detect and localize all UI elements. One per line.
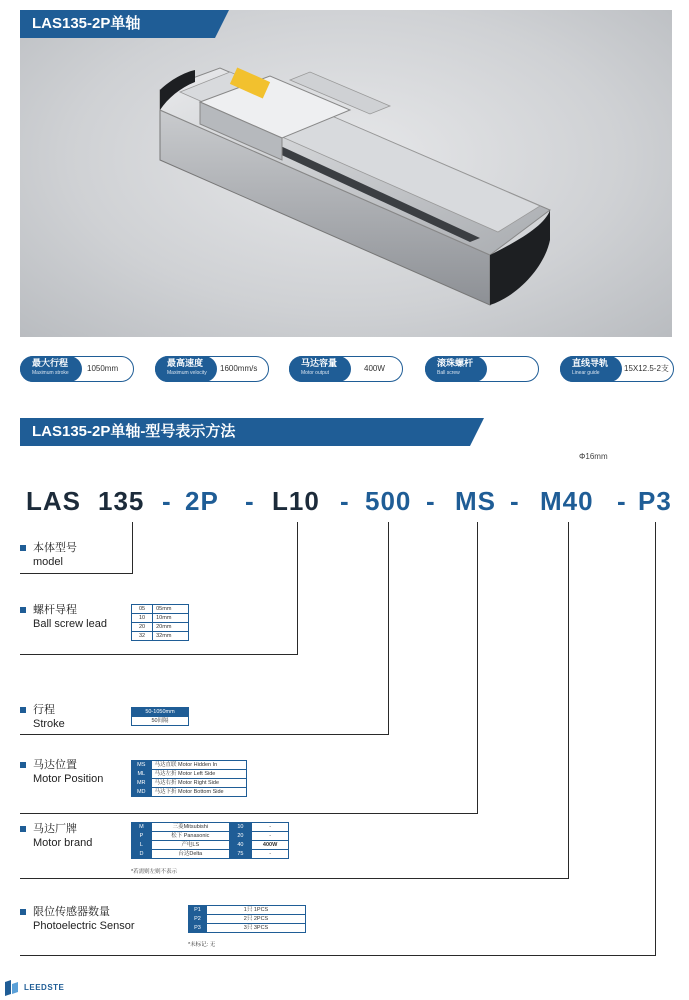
- motor-brand-note: *若需则左则不表示: [131, 869, 178, 875]
- spec-value: 15X12.5-2支: [624, 364, 669, 373]
- connector-line: [20, 573, 133, 574]
- spec-label-en: Motor output: [301, 370, 330, 376]
- table-row: ML 马达左折 Motor Left Side: [132, 770, 247, 779]
- stroke-table: [131, 707, 189, 726]
- footer: [0, 976, 689, 1000]
- lead-table: [131, 604, 189, 641]
- spec-value: 400W: [364, 364, 385, 373]
- table-row: MR 马达右折 Motor Right Side: [132, 779, 247, 788]
- brand-logo-text: LEEDSTE: [24, 983, 65, 992]
- table-row: 32 32mm: [132, 632, 189, 641]
- spec-label-en: Maximum velocity: [167, 370, 207, 376]
- section-label-en: model: [33, 556, 63, 568]
- spec-label-en: Maximum stroke: [32, 370, 69, 376]
- code-lead: L10: [272, 486, 320, 516]
- sensor-note: *未标记: 无: [188, 942, 216, 948]
- section-label-en: Photoelectric Sensor: [33, 920, 135, 932]
- table-row: M 三菱Mitsubishi 10 -: [132, 823, 289, 832]
- connector-line: [568, 522, 569, 879]
- table-row: P1 1只 1PCS: [189, 906, 306, 915]
- section-label: 马达厂牌: [33, 823, 77, 835]
- spec-linear-guide: [560, 356, 674, 382]
- bullet-icon: [20, 826, 26, 832]
- connector-line: [388, 522, 389, 735]
- section-label-en: Motor Position: [33, 773, 104, 785]
- bullet-icon: [20, 607, 26, 613]
- bullet-icon: [20, 762, 26, 768]
- bullet-icon: [20, 909, 26, 915]
- connector-line: [20, 955, 656, 956]
- code-separator: -: [162, 486, 171, 516]
- code-separator: -: [340, 486, 349, 516]
- connector-line: [297, 522, 298, 655]
- connector-line: [20, 734, 389, 735]
- bullet-icon: [20, 707, 26, 713]
- table-row: P 松下 Panasonic 20 -: [132, 832, 289, 841]
- section-label: 本体型号: [33, 542, 77, 554]
- connector-line: [20, 813, 478, 814]
- table-row: P3 3只 3PCS: [189, 924, 306, 933]
- spec-label: 马达容量: [301, 358, 338, 368]
- model-title: LAS135-2P单轴-型号表示方法: [32, 423, 236, 440]
- section-label-en: Motor brand: [33, 837, 93, 849]
- brand-logo-icon: [2, 978, 22, 998]
- code-motor-position: MS: [455, 486, 496, 516]
- table-row: MS 马达直联 Motor Hidden In: [132, 761, 247, 770]
- spec-label: 最大行程: [32, 358, 69, 368]
- spec-max-stroke: [20, 356, 134, 382]
- table-row: D 台达Delta 75 -: [132, 850, 289, 859]
- table-row: MD 马达下折 Motor Bottom Side: [132, 788, 247, 797]
- section-label: 马达位置: [33, 759, 77, 771]
- spec-label: 最高速度: [167, 358, 204, 368]
- section-label: 螺杆导程: [33, 604, 77, 616]
- table-row: 10 10mm: [132, 614, 189, 623]
- sensor-table: [188, 905, 306, 933]
- table-row: L 产电LS 40 400W: [132, 841, 289, 850]
- section-label-en: Stroke: [33, 718, 65, 730]
- product-title-banner: [20, 10, 215, 38]
- code-separator: -: [510, 486, 519, 516]
- code-separator: -: [245, 486, 254, 516]
- motor-brand-table: [131, 822, 289, 859]
- spec-value: 1600mm/s: [220, 364, 258, 373]
- table-row: P2 2只 2PCS: [189, 915, 306, 924]
- code-size: 135: [98, 486, 145, 516]
- connector-line: [132, 522, 133, 574]
- spec-motor-output: [289, 356, 403, 382]
- connector-line: [20, 654, 298, 655]
- connector-line: [477, 522, 478, 814]
- code-sensor: P3: [638, 486, 672, 516]
- section-label: 限位传感器数量: [33, 906, 110, 918]
- spec-label-en: Ball screw: [437, 370, 460, 376]
- spec-value: 1050mm: [87, 364, 119, 373]
- code-separator: -: [617, 486, 626, 516]
- product-title: LAS135-2P单轴: [32, 15, 141, 32]
- bullet-icon: [20, 545, 26, 551]
- diameter-note: Φ16mm: [579, 452, 608, 461]
- motor-position-table: [131, 760, 247, 797]
- spec-ball-screw: [425, 356, 539, 382]
- code-motor-brand: M40: [540, 486, 594, 516]
- code-series: LAS: [26, 486, 81, 516]
- code-type: 2P: [185, 486, 219, 516]
- code-separator: -: [426, 486, 435, 516]
- table-row: 05 05mm: [132, 605, 189, 614]
- connector-line: [20, 878, 569, 879]
- spec-max-velocity: [155, 356, 269, 382]
- table-row: 50-1050mm: [132, 708, 189, 717]
- spec-label-en: Linear guide: [572, 370, 600, 376]
- table-row: 20 20mm: [132, 623, 189, 632]
- connector-line: [655, 522, 656, 956]
- table-row: 50间隔: [132, 717, 189, 726]
- spec-label: 直线导轨: [572, 358, 609, 368]
- section-label-en: Ball screw lead: [33, 618, 107, 630]
- product-photo: [20, 10, 672, 337]
- model-banner: [20, 418, 470, 446]
- section-label: 行程: [33, 704, 55, 716]
- code-stroke: 500: [365, 486, 412, 516]
- spec-label: 滚珠螺杆: [437, 358, 474, 368]
- linear-actuator-illustration: [20, 10, 672, 337]
